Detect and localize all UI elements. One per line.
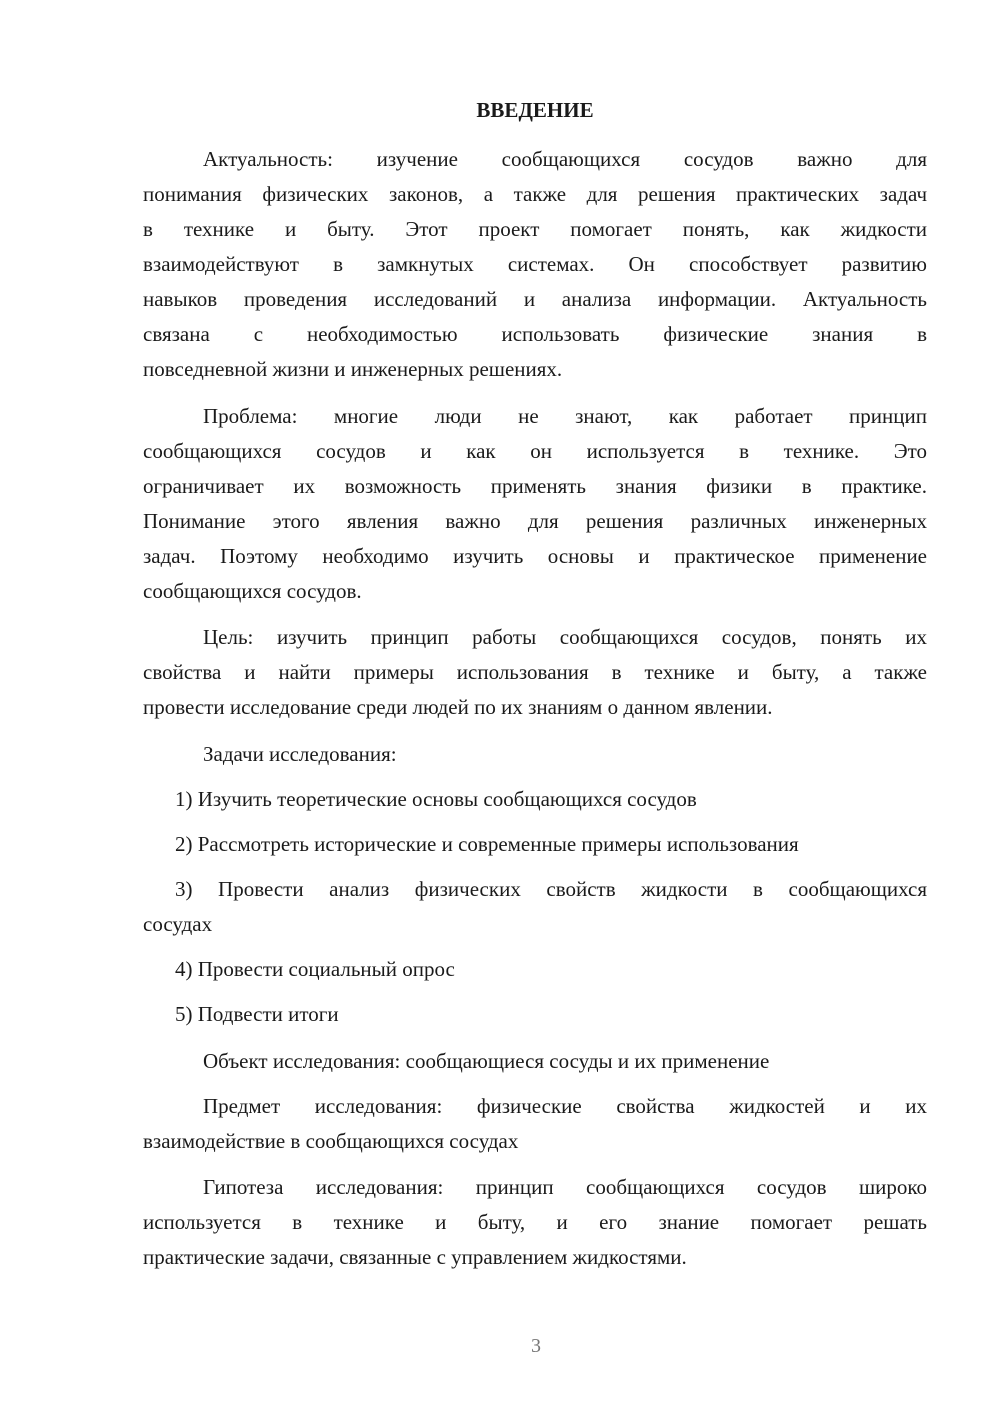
problem-paragraph	[143, 399, 927, 609]
text-line: Цель: изучить принцип работы сообщающихся сосудов, понять их	[203, 625, 927, 649]
text-line: сосудах	[143, 912, 213, 936]
text-line: 1) Изучить теоретические основы сообщающихся сосудов	[175, 787, 697, 811]
text-line: 2) Рассмотреть исторические и современные примеры использования	[175, 832, 799, 856]
task-item-4	[143, 952, 927, 987]
text-line: используется в технике и быту, и его знание помогает решать	[143, 1210, 927, 1234]
text-line: провести исследование среди людей по их знаниям о данном явлении.	[143, 695, 773, 719]
hypothesis-paragraph	[143, 1170, 927, 1275]
task-item-5	[143, 997, 927, 1032]
text-line: повседневной жизни и инженерных решениях.	[143, 357, 563, 381]
text-line: 5) Подвести итоги	[175, 1002, 339, 1026]
text-line: сообщающихся сосудов и как он используется в технике. Это	[143, 439, 927, 463]
text-line: в технике и быту. Этот проект помогает понять, как жидкости	[143, 217, 927, 241]
page-title: ВВЕДЕНИЕ	[476, 98, 594, 122]
text-line: понимания физических законов, а также для решения практических задач	[143, 182, 927, 206]
tasks-heading	[143, 737, 927, 772]
relevance-paragraph	[143, 142, 927, 387]
text-line: Задачи исследования:	[203, 742, 397, 766]
text-line: ограничивает их возможность применять знания физики в практике.	[143, 474, 927, 498]
text-line: Гипотеза исследования: принцип сообщающихся сосудов широко	[203, 1175, 927, 1199]
text-line: 4) Провести социальный опрос	[175, 957, 455, 981]
text-line: свойства и найти примеры использования в технике и быту, а также	[143, 660, 927, 684]
text-line: взаимодействие в сообщающихся сосудах	[143, 1129, 519, 1153]
text-line: связана с необходимостью использовать физические знания в	[143, 322, 927, 346]
subject-paragraph	[143, 1089, 927, 1159]
task-item-3	[143, 872, 927, 942]
text-line: сообщающихся сосудов.	[143, 579, 362, 603]
text-line: Объект исследования: сообщающиеся сосуды и их применение	[203, 1049, 770, 1073]
task-item-2	[143, 827, 927, 862]
page-number: 3	[531, 1335, 541, 1357]
text-line: Проблема: многие люди не знают, как работает принцип	[203, 404, 927, 428]
object-paragraph	[143, 1044, 927, 1079]
task-item-1	[143, 782, 927, 817]
text-line: Понимание этого явления важно для решения различных инженерных	[143, 509, 927, 533]
text-line: Предмет исследования: физические свойства жидкостей и их	[203, 1094, 927, 1118]
text-line: задач. Поэтому необходимо изучить основы и практическое применение	[143, 544, 927, 568]
text-line: практические задачи, связанные с управлением жидкостями.	[143, 1245, 687, 1269]
text-line: 3) Провести анализ физических свойств жидкости в сообщающихся	[175, 877, 927, 901]
text-line: навыков проведения исследований и анализа информации. Актуальность	[143, 287, 927, 311]
text-line: Актуальность: изучение сообщающихся сосудов важно для	[203, 147, 927, 171]
text-line: взаимодействуют в замкнутых системах. Он способствует развитию	[143, 252, 927, 276]
goal-paragraph	[143, 620, 927, 725]
